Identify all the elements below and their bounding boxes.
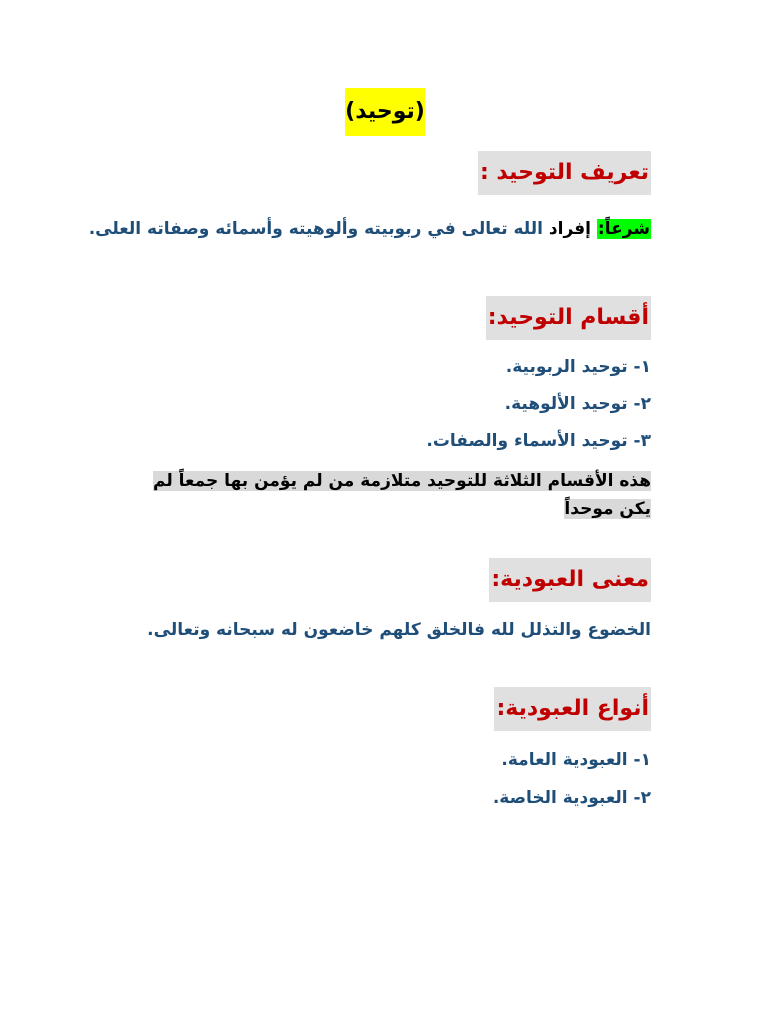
document-title: (توحيد): [345, 88, 425, 136]
divisions-note: [116, 467, 651, 523]
worship-type-item-2: ٢- العبودية الخاصة.: [492, 788, 651, 808]
worship-types-heading: أنواع العبودية:: [494, 687, 651, 731]
division-item-3: ٣- توحيد الأسماء والصفات.: [426, 431, 651, 451]
worship-meaning-heading: معنى العبودية:: [489, 558, 651, 602]
definition-ifrad: إفراد: [548, 219, 591, 239]
definition-label: شرعاً:: [597, 219, 650, 239]
divisions-heading: أقسام التوحيد:: [486, 296, 651, 340]
definition-heading: تعريف التوحيد :: [478, 151, 651, 195]
division-item-2: ٢- توحيد الألوهية.: [504, 394, 651, 414]
definition-text: الله تعالى في ربوبيته وألوهيته وأسمائه وصفاته العلى.: [88, 219, 543, 239]
worship-meaning-text: الخضوع والتذلل لله فالخلق كلهم خاضعون له سبحانه وتعالى.: [147, 620, 651, 640]
definition-line: [89, 214, 651, 244]
divisions-note-text: هذه الأقسام الثلاثة للتوحيد متلازمة من لم يؤمن بها جمعاً لم يكن موحداً: [153, 471, 651, 519]
division-item-1: ١- توحيد الربوبية.: [505, 357, 651, 377]
worship-type-item-1: ١- العبودية العامة.: [501, 750, 651, 770]
